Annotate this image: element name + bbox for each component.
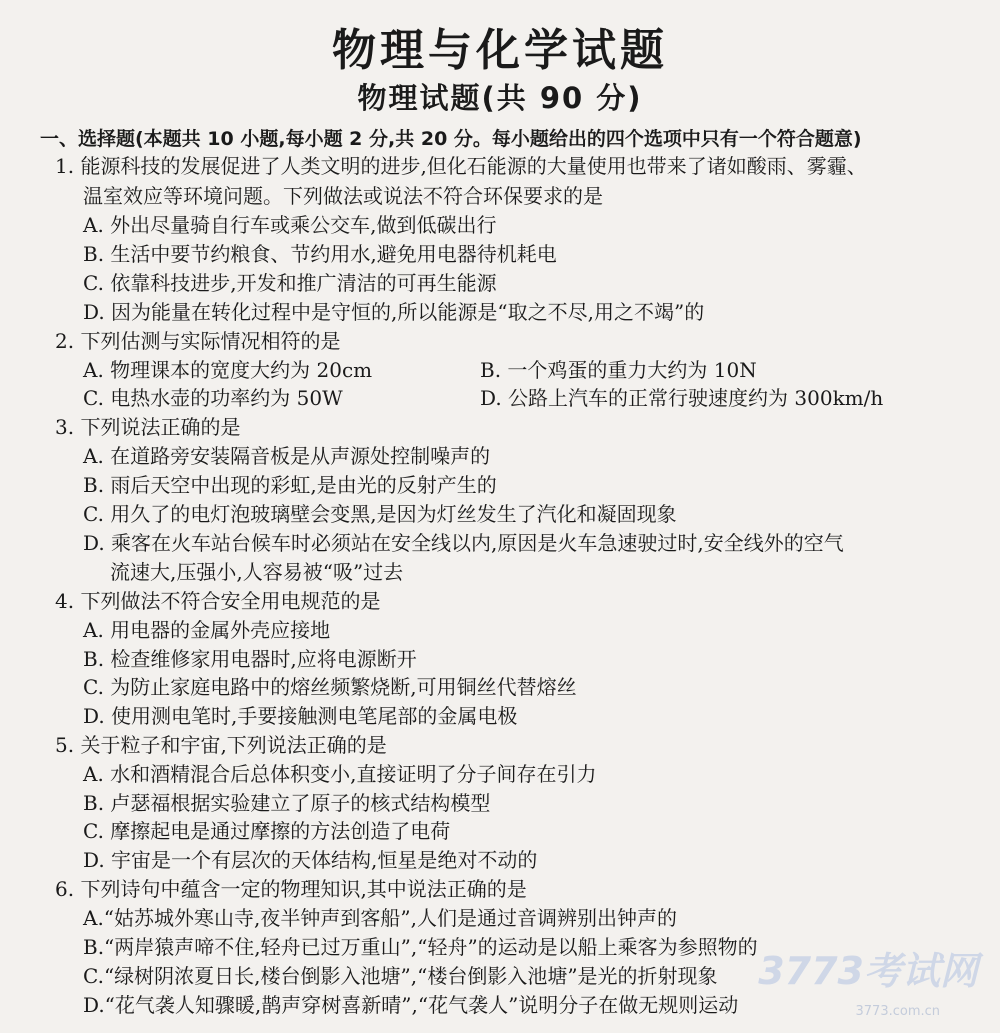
question-1-stem: 1. 能源科技的发展促进了人类文明的进步,但化石能源的大量使用也带来了诸如酸雨、雾霾、 [55,154,867,178]
question-5-option-a: A. 水和酒精混合后总体积变小,直接证明了分子间存在引力 [83,762,597,786]
question-4-option-b: B. 检查维修家用电器时,应将电源断开 [83,647,417,671]
section-heading: 一、选择题(本题共 10 小题,每小题 2 分,共 20 分。每小题给出的四个选项中只有一个符合题意) [40,128,862,150]
question-3-option-b: B. 雨后天空中出现的彩虹,是由光的反射产生的 [83,473,497,497]
page-title: 物理与化学试题 [332,25,668,76]
question-5-stem: 5. 关于粒子和宇宙,下列说法正确的是 [55,733,387,757]
question-1-option-d: D. 因为能量在转化过程中是守恒的,所以能源是“取之不尽,用之不竭”的 [83,300,705,324]
question-4-option-c: C. 为防止家庭电路中的熔丝频繁烧断,可用铜丝代替熔丝 [83,675,577,699]
question-5-option-c: C. 摩擦起电是通过摩擦的方法创造了电荷 [83,819,451,843]
question-2-stem: 2. 下列估测与实际情况相符的是 [55,329,341,353]
question-2-option-a: A. 物理课本的宽度大约为 20cm [83,358,373,382]
question-2-option-c: C. 电热水壶的功率约为 50W [83,386,343,410]
question-6-option-b: B.“两岸猿声啼不住,轻舟已过万重山”,“轻舟”的运动是以船上乘客为参照物的 [83,935,758,959]
question-6-option-d: D.“花气袭人知骤暖,鹊声穿树喜新晴”,“花气袭人”说明分子在做无规则运动 [83,993,739,1017]
question-2-option-d: D. 公路上汽车的正常行驶速度约为 300km/h [480,386,884,410]
question-3-option-c: C. 用久了的电灯泡玻璃壁会变黑,是因为灯丝发生了汽化和凝固现象 [83,502,677,526]
watermark-url: 3773.com.cn [855,1004,940,1019]
watermark-logo: 3773考试网 [758,949,978,993]
question-1-stem-cont: 温室效应等环境问题。下列做法或说法不符合环保要求的是 [83,184,603,208]
question-5-option-b: B. 卢瑟福根据实验建立了原子的核式结构模型 [83,791,491,815]
question-4-stem: 4. 下列做法不符合安全用电规范的是 [55,589,381,613]
question-6-stem: 6. 下列诗句中蕴含一定的物理知识,其中说法正确的是 [55,877,527,901]
question-3-option-a: A. 在道路旁安装隔音板是从声源处控制噪声的 [83,444,491,468]
question-4-option-a: A. 用电器的金属外壳应接地 [83,618,331,642]
question-5-option-d: D. 宇宙是一个有层次的天体结构,恒星是绝对不动的 [83,848,538,872]
question-4-option-d: D. 使用测电笔时,手要接触测电笔尾部的金属电极 [83,704,518,728]
question-1-option-b: B. 生活中要节约粮食、节约用水,避免用电器待机耗电 [83,242,557,266]
question-6-option-a: A.“姑苏城外寒山寺,夜半钟声到客船”,人们是通过音调辨别出钟声的 [83,906,677,930]
question-6-option-c: C.“绿树阴浓夏日长,楼台倒影入池塘”,“楼台倒影入池塘”是光的折射现象 [83,964,718,988]
page-subtitle: 物理试题(共 90 分) [357,81,643,115]
question-1-option-c: C. 依靠科技进步,开发和推广清洁的可再生能源 [83,271,497,295]
question-3-stem: 3. 下列说法正确的是 [55,415,241,439]
question-2-option-b: B. 一个鸡蛋的重力大约为 10N [480,358,757,382]
question-3-option-d: D. 乘客在火车站台候车时必须站在安全线以内,原因是火车急速驶过时,安全线外的空气 [83,531,844,555]
question-3-option-d-cont: 流速大,压强小,人容易被“吸”过去 [110,560,404,584]
question-1-option-a: A. 外出尽量骑自行车或乘公交车,做到低碳出行 [83,213,497,237]
